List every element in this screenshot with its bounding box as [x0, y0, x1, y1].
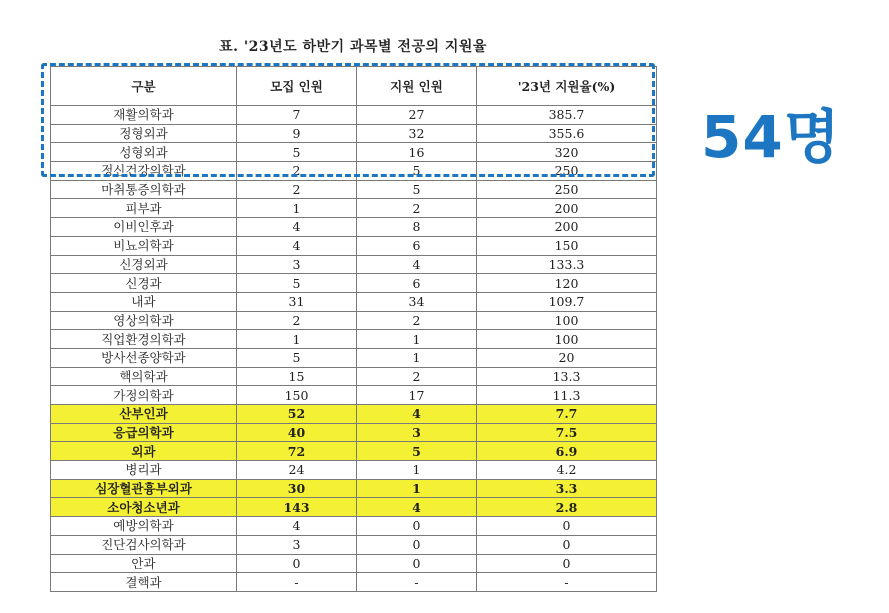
cell-quota: 72	[237, 442, 357, 461]
cell-quota: 5	[237, 348, 357, 367]
cell-quota: 4	[237, 517, 357, 536]
table-row	[51, 218, 657, 237]
annotation-label: 54명	[701, 103, 841, 171]
cell-applied: 8	[357, 218, 477, 237]
cell-department: 내과	[51, 292, 237, 311]
cell-department: 정신건강의학과	[51, 162, 237, 181]
cell-rate: 13.3	[477, 367, 657, 386]
cell-applied: 34	[357, 292, 477, 311]
cell-department: 정형외과	[51, 124, 237, 143]
table-row	[51, 162, 657, 181]
table-row	[51, 199, 657, 218]
cell-quota: 3	[237, 255, 357, 274]
cell-department: 방사선종양학과	[51, 348, 237, 367]
cell-department: 예방의학과	[51, 517, 237, 536]
cell-quota: 2	[237, 162, 357, 181]
table-row	[51, 423, 657, 442]
cell-applied: 4	[357, 498, 477, 517]
cell-department: 가정의학과	[51, 386, 237, 405]
table-row	[51, 573, 657, 592]
cell-rate: 320	[477, 143, 657, 162]
cell-rate: 250	[477, 162, 657, 181]
cell-department: 병리과	[51, 461, 237, 480]
cell-department: 신경과	[51, 274, 237, 293]
cell-department: 마취통증의학과	[51, 180, 237, 199]
cell-quota: 52	[237, 405, 357, 424]
header-quota: 모집 인원	[237, 67, 357, 106]
cell-applied: 2	[357, 199, 477, 218]
cell-applied: 27	[357, 106, 477, 125]
cell-applied: 17	[357, 386, 477, 405]
cell-applied: 1	[357, 479, 477, 498]
cell-applied: 1	[357, 330, 477, 349]
cell-department: 이비인후과	[51, 218, 237, 237]
cell-quota: 40	[237, 423, 357, 442]
cell-rate: 355.6	[477, 124, 657, 143]
cell-quota: 2	[237, 311, 357, 330]
table-row	[51, 255, 657, 274]
cell-quota: 9	[237, 124, 357, 143]
cell-applied: 0	[357, 554, 477, 573]
cell-department: 직업환경의학과	[51, 330, 237, 349]
cell-rate: 385.7	[477, 106, 657, 125]
table-row	[51, 498, 657, 517]
table-row	[51, 405, 657, 424]
cell-quota: 2	[237, 180, 357, 199]
cell-applied: 5	[357, 442, 477, 461]
table-row	[51, 442, 657, 461]
table-row	[51, 236, 657, 255]
cell-department: 산부인과	[51, 405, 237, 424]
cell-quota: 3	[237, 535, 357, 554]
cell-department: 결핵과	[51, 573, 237, 592]
table-row	[51, 461, 657, 480]
cell-applied: -	[357, 573, 477, 592]
cell-department: 심장혈관흉부외과	[51, 479, 237, 498]
cell-department: 신경외과	[51, 255, 237, 274]
header-applied: 지원 인원	[357, 67, 477, 106]
cell-rate: 133.3	[477, 255, 657, 274]
cell-department: 외과	[51, 442, 237, 461]
cell-rate: 200	[477, 218, 657, 237]
cell-rate: 0	[477, 535, 657, 554]
cell-quota: 31	[237, 292, 357, 311]
cell-rate: 11.3	[477, 386, 657, 405]
table-row	[51, 180, 657, 199]
cell-rate: 4.2	[477, 461, 657, 480]
table-title: 표. '23년도 하반기 과목별 전공의 지원율	[219, 39, 487, 55]
cell-quota: -	[237, 573, 357, 592]
cell-rate: -	[477, 573, 657, 592]
cell-applied: 3	[357, 423, 477, 442]
table-row	[51, 311, 657, 330]
cell-quota: 5	[237, 274, 357, 293]
cell-quota: 4	[237, 218, 357, 237]
cell-applied: 5	[357, 180, 477, 199]
cell-applied: 2	[357, 367, 477, 386]
header-rate: '23년 지원율(%)	[477, 67, 657, 106]
header-category: 구분	[51, 67, 237, 106]
table-row	[51, 106, 657, 125]
cell-department: 피부과	[51, 199, 237, 218]
cell-quota: 1	[237, 330, 357, 349]
cell-applied: 4	[357, 405, 477, 424]
table-row	[51, 386, 657, 405]
cell-rate: 20	[477, 348, 657, 367]
cell-rate: 200	[477, 199, 657, 218]
table-body	[51, 106, 657, 592]
cell-rate: 0	[477, 554, 657, 573]
cell-rate: 2.8	[477, 498, 657, 517]
cell-rate: 250	[477, 180, 657, 199]
cell-department: 비뇨의학과	[51, 236, 237, 255]
cell-applied: 6	[357, 274, 477, 293]
cell-department: 안과	[51, 554, 237, 573]
cell-department: 성형외과	[51, 143, 237, 162]
cell-rate: 7.7	[477, 405, 657, 424]
cell-applied: 6	[357, 236, 477, 255]
application-rate-table	[50, 66, 657, 592]
table-row	[51, 554, 657, 573]
table-row	[51, 330, 657, 349]
cell-rate: 0	[477, 517, 657, 536]
table-row	[51, 517, 657, 536]
table-header-row	[51, 67, 657, 106]
cell-applied: 32	[357, 124, 477, 143]
cell-applied: 4	[357, 255, 477, 274]
cell-rate: 6.9	[477, 442, 657, 461]
cell-rate: 100	[477, 330, 657, 349]
cell-applied: 1	[357, 348, 477, 367]
table-row	[51, 479, 657, 498]
cell-quota: 0	[237, 554, 357, 573]
cell-department: 소아청소년과	[51, 498, 237, 517]
cell-department: 영상의학과	[51, 311, 237, 330]
cell-department: 응급의학과	[51, 423, 237, 442]
cell-department: 재활의학과	[51, 106, 237, 125]
table-row	[51, 348, 657, 367]
cell-quota: 143	[237, 498, 357, 517]
cell-applied: 16	[357, 143, 477, 162]
table-row	[51, 367, 657, 386]
cell-rate: 120	[477, 274, 657, 293]
cell-applied: 0	[357, 517, 477, 536]
cell-rate: 3.3	[477, 479, 657, 498]
table-row	[51, 535, 657, 554]
cell-quota: 15	[237, 367, 357, 386]
cell-quota: 30	[237, 479, 357, 498]
cell-quota: 7	[237, 106, 357, 125]
cell-quota: 4	[237, 236, 357, 255]
cell-applied: 1	[357, 461, 477, 480]
cell-rate: 100	[477, 311, 657, 330]
table-row	[51, 124, 657, 143]
table-row	[51, 143, 657, 162]
table-row	[51, 274, 657, 293]
cell-quota: 24	[237, 461, 357, 480]
cell-applied: 0	[357, 535, 477, 554]
cell-department: 핵의학과	[51, 367, 237, 386]
cell-department: 진단검사의학과	[51, 535, 237, 554]
cell-rate: 109.7	[477, 292, 657, 311]
cell-quota: 150	[237, 386, 357, 405]
cell-quota: 5	[237, 143, 357, 162]
cell-rate: 7.5	[477, 423, 657, 442]
table-row	[51, 292, 657, 311]
cell-applied: 5	[357, 162, 477, 181]
cell-quota: 1	[237, 199, 357, 218]
cell-applied: 2	[357, 311, 477, 330]
cell-rate: 150	[477, 236, 657, 255]
